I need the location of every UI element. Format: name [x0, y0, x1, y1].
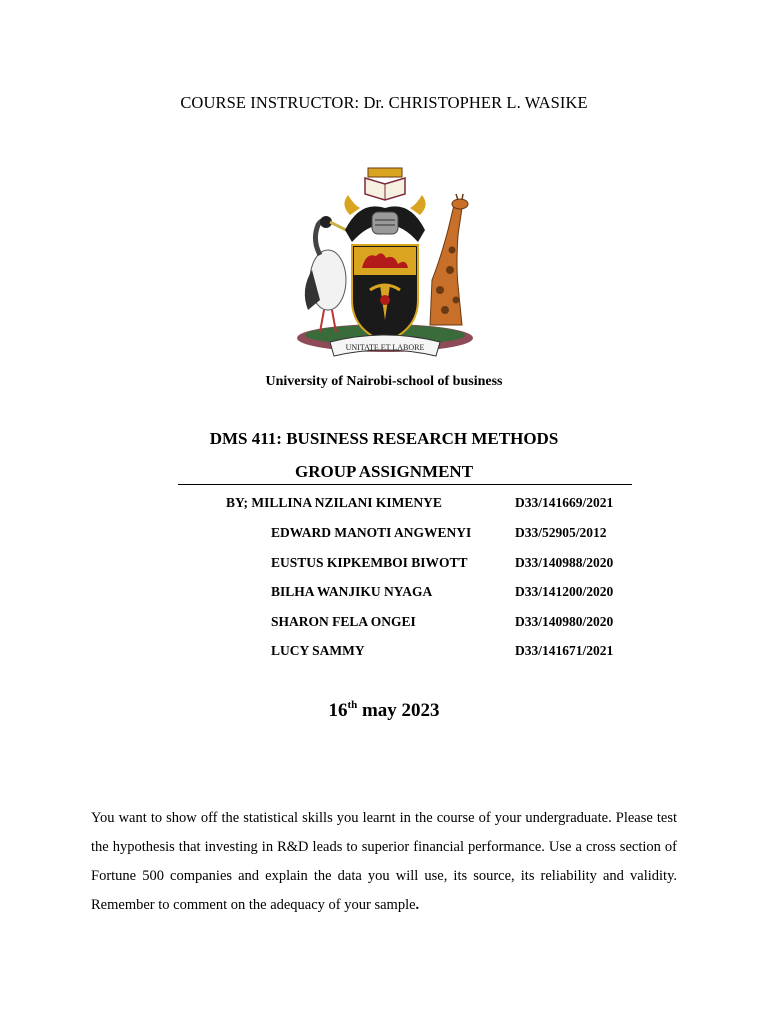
member-name: BILHA WANJIKU NYAGA [271, 584, 433, 599]
helmet-mantling [344, 195, 425, 242]
member-row [0, 643, 768, 663]
member-id: D33/141669/2021 [515, 495, 614, 510]
motto-banner [330, 335, 440, 356]
member-name: EUSTUS KIPKEMBOI BIWOTT [271, 555, 468, 570]
member-name: SHARON FELA ONGEI [271, 614, 416, 629]
member-id: D33/140988/2020 [515, 555, 614, 570]
member-row [0, 584, 768, 604]
member-row [0, 555, 768, 575]
course-title: DMS 411: BUSINESS RESEARCH METHODS [209, 429, 559, 448]
member-row [0, 525, 768, 545]
member-row [0, 495, 768, 515]
shield [352, 245, 418, 342]
university-crest-logo [290, 160, 480, 365]
assignment-question: You want to show off the statistical skills you learnt in the course of your undergraduate. Please test the hypothesis that investing in R&D leads to superior financial performance. Use a cross section of Fortune 500 companies and explain the data you will use, its source, its reliability and validity. Remember to comment on the adequacy of your sample. [91, 810, 677, 913]
stork-supporter [305, 216, 346, 332]
member-id: D33/141200/2020 [515, 584, 614, 599]
member-id: D33/141671/2021 [515, 643, 614, 658]
course-instructor-line: COURSE INSTRUCTOR: Dr. CHRISTOPHER L. WASIKE [180, 93, 588, 112]
member-name: EDWARD MANOTI ANGWENYI [271, 525, 472, 540]
university-name: University of Nairobi-school of business [265, 374, 503, 389]
member-name: LUCY SAMMY [271, 643, 365, 658]
member-id: D33/52905/2012 [515, 525, 607, 540]
by-prefix: BY; MILLINA NZILANI KIMENYE [226, 495, 442, 510]
member-row [0, 614, 768, 634]
open-book-crest [365, 168, 405, 200]
submission-date: 16th may 2023 [328, 699, 440, 721]
horizontal-rule [178, 484, 632, 485]
motto-text: UNITATE ET LABORE [345, 343, 425, 352]
giraffe-supporter [430, 194, 468, 325]
member-id: D33/140980/2020 [515, 614, 614, 629]
assignment-title: GROUP ASSIGNMENT [294, 462, 474, 481]
